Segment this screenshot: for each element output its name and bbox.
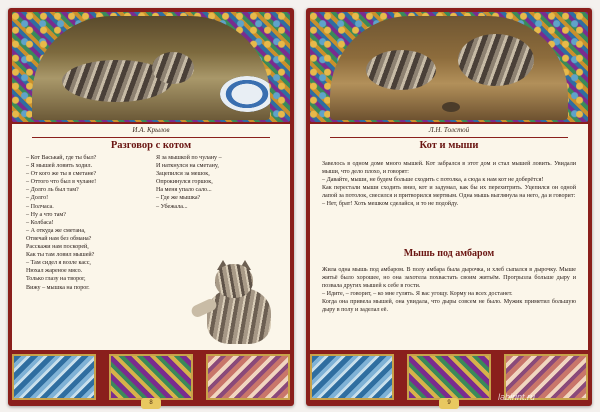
- kitten-right: [458, 34, 534, 86]
- paragraph: Жила одна мышь под амбаром. В полу амбара была дырочка, и хлеб сыпался в дырочку. Мыше житьё было хорошее, но она захотела похвастать своим житьём. Прогрызла больше дыру и позвала других мышей к себе в гости.: [322, 267, 576, 290]
- footer-panel-ornament: [109, 354, 193, 400]
- verse-line: Только глазу на творог,: [26, 276, 86, 283]
- kittens-illustration: [330, 16, 568, 120]
- story-title: Кот и мыши: [419, 140, 479, 151]
- author-name: И.А. Крылов: [132, 126, 170, 134]
- verse-line: – Полчаса.: [26, 203, 54, 210]
- paragraph: – Давайте, мыши, не будем больше сходить с потолка, а сюда к нам кот не доберётся!: [322, 177, 544, 184]
- verse-line: На меня упало сало...: [156, 187, 212, 194]
- verse-line: Зацепился за мешок,: [156, 171, 210, 178]
- page-number: 8: [141, 398, 161, 409]
- paragraph: Как перестали мыши сходить вниз, кот и задумал, как бы их перехитрить. Уцепился он одной лапой за потолок, свесился и притворился мертвым. Одна мышь выглянула на него, да и говорит:: [322, 185, 576, 200]
- paragraph: – Идите, – говорит, – ко мне гулять. Я вас угощу. Корму на всех достанет.: [322, 291, 513, 298]
- verse-line: – Ну а что там?: [26, 211, 66, 218]
- verse-line: – Там сидел я возле касс,: [26, 260, 91, 267]
- verse-column-2: [156, 154, 222, 211]
- verse-line: Нюхал жареное мясо.: [26, 268, 83, 275]
- footer-panel-cat: [310, 354, 394, 400]
- kitten-left: [366, 50, 436, 90]
- story-subtitle: Мышь под амбаром: [403, 248, 495, 259]
- left-page: [8, 8, 294, 406]
- story-text: [322, 160, 576, 209]
- paragraph: Завелось в одном доме много мышей. Кот забрался в этот дом и стал мышей ловить. Увидали мыши, что дело плохо, и говорят:: [322, 161, 576, 176]
- verse-line: – Я мышей ловить ходил.: [26, 163, 93, 170]
- poem-title: Разговор с котом: [110, 140, 192, 151]
- verse-line: Вижу – мышка на порог.: [26, 284, 90, 291]
- verse-line: Расскажи нам поскорей,: [26, 244, 89, 251]
- verse-line: – Где же мышка?: [156, 195, 201, 202]
- verse-column-1: [26, 154, 96, 292]
- text-panel: [12, 124, 290, 350]
- verse-line: – А откуда же сметана,: [26, 227, 86, 234]
- verse-line: – Кот Васькай, где ты был?: [26, 155, 97, 161]
- cat-head: [152, 52, 194, 84]
- verse-line: – Колбаса!: [26, 219, 54, 226]
- verse-line: – От кого же ты в сметане?: [26, 171, 97, 178]
- paragraph: Когда она привела мышей, она увидала, что дыры совсем не было. Мужик приметил большую дыру в полу и заделал её.: [322, 299, 576, 314]
- verse-line: И наткнулся на сметану,: [156, 163, 219, 170]
- footer-panel-cat: [206, 354, 290, 400]
- verse-line: – Долго ль был там?: [26, 187, 79, 194]
- verse-line: Как ты там ловил мышей?: [26, 252, 95, 259]
- verse-line: Отвечай нам без обмана?: [26, 235, 92, 242]
- cat-illustration: [32, 16, 270, 120]
- ornament-footer: [310, 352, 588, 406]
- ornament-footer: [12, 352, 290, 406]
- verse-line: – Убежала...: [156, 203, 188, 210]
- text-panel: [310, 124, 588, 350]
- story-text: [322, 266, 576, 315]
- watermark: labirint.ru: [498, 392, 536, 402]
- page-number: 9: [439, 398, 459, 409]
- footer-panel-cat: [12, 354, 96, 400]
- verse-line: – Долго!: [26, 195, 49, 202]
- verse-line: Опрокинулся горшок,: [156, 179, 213, 186]
- kitten-illustration: [187, 260, 279, 346]
- verse-line: – Оттого что был в чулане!: [26, 179, 97, 186]
- divider: [330, 137, 568, 138]
- paragraph: – Нет, брат! Хоть мешком сделайся, и то не подойду.: [322, 201, 459, 208]
- footer-panel-ornament: [407, 354, 491, 400]
- verse-line: Я за мышкой по чулану –: [156, 155, 222, 161]
- author-name: Л.Н. Толстой: [428, 126, 470, 134]
- right-page: [306, 8, 592, 406]
- divider: [32, 137, 270, 138]
- mouse: [442, 102, 460, 112]
- blue-plate: [220, 76, 270, 112]
